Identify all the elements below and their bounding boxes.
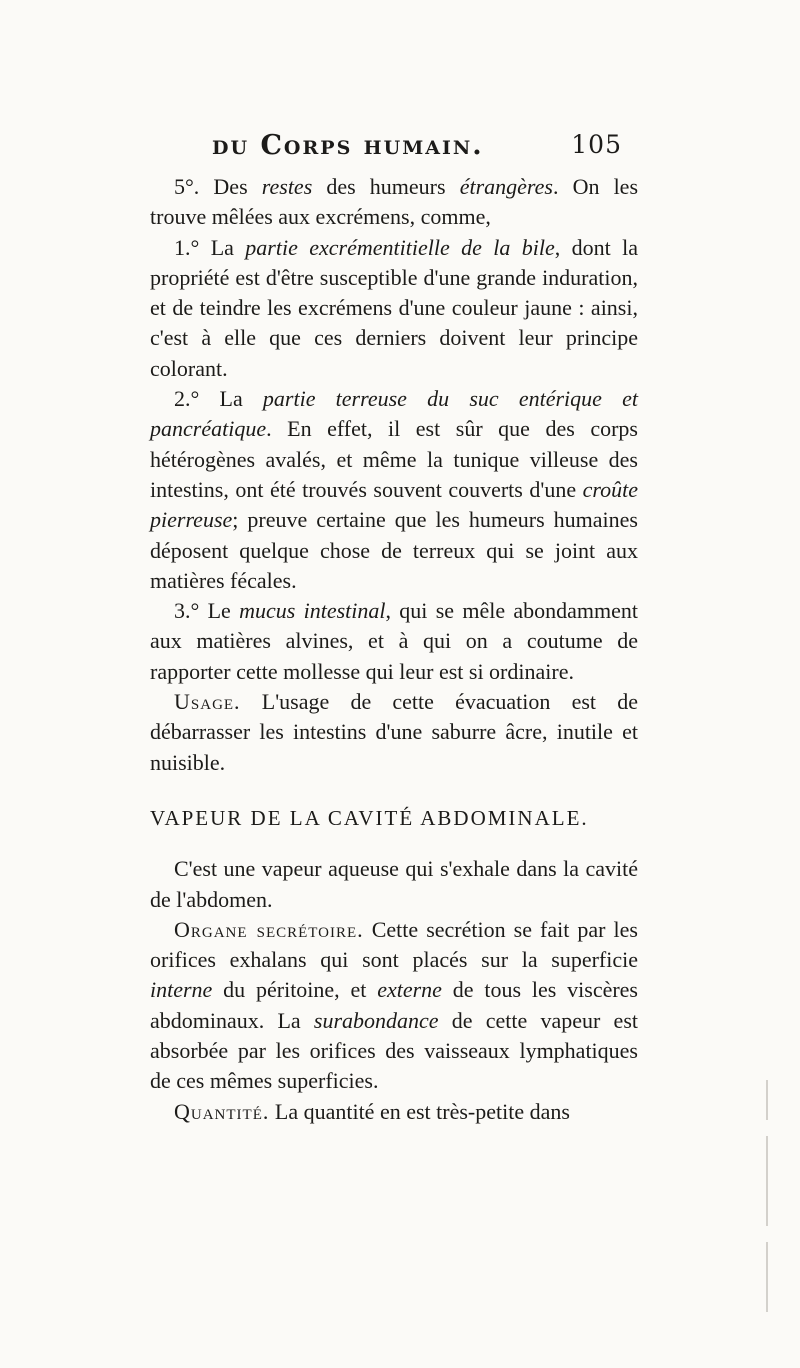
item-number: 2.°: [174, 386, 200, 412]
run-in-heading: Usage.: [174, 689, 241, 715]
text-run: Cette secrétion se fait par les orifices exhalans qui sont placés sur la superficie: [150, 916, 638, 973]
italic-term: surabondance: [313, 1007, 439, 1033]
text-run: des humeurs: [312, 174, 460, 199]
paragraph-mucus: [150, 596, 638, 687]
running-title: du Corps humain.: [212, 130, 484, 161]
paragraph-vapeur: [150, 854, 638, 915]
italic-term: mucus intestinal: [239, 598, 386, 624]
text-run: de tous les viscères abdominaux. La: [150, 977, 638, 1033]
item-number: 1.°: [174, 234, 200, 260]
text-run: L'usage de cette évacuation est de débarrasser les intestins d'une saburre âcre, inutile et nuisible.: [150, 689, 638, 775]
text-run: , qui se mêle abondamment aux matières alvines, et à qui on a coutume de rapporter cette mollesse qui leur est si ordinaire.: [150, 598, 639, 684]
text-run: La: [199, 234, 246, 260]
item-number: 3.°: [174, 598, 200, 624]
text-run: . On les trouve mêlées aux excrémens, comme,: [150, 174, 639, 230]
text-run: ; preuve certaine que les humeurs humaines déposent quelque chose de terreux qui se joint aux matières fécales.: [150, 507, 638, 593]
page-number: 105: [571, 130, 622, 159]
paragraph-bile: [150, 233, 638, 384]
paragraph-terreuse: [150, 384, 638, 596]
italic-term: interne: [150, 977, 213, 1003]
page-header: [212, 130, 622, 170]
text-run: La: [199, 386, 263, 412]
italic-term: restes: [261, 174, 313, 199]
text-run: . En effet, il est sûr que des corps hétérogènes avalés, et même la tunique villeuse des intestins, ont été trouvés souvent couverts d'une: [150, 416, 638, 502]
text-run: C'est une vapeur aqueuse qui s'exhale dans la cavité de l'abdomen.: [150, 856, 638, 912]
paragraph-restes: [150, 172, 638, 233]
text-run: , dont la propriété est d'être susceptible d'une grande induration, et de teindre les excrémens d'une couleur jaune : ainsi, c'est à elle que ces derniers doivent leur principe colorant.: [150, 234, 638, 381]
body-text: [150, 172, 638, 1127]
paragraph-organe: [150, 915, 638, 1097]
paragraph-usage: [150, 687, 638, 778]
italic-term: externe: [377, 977, 442, 1003]
italic-term: partie terreuse du suc entérique et pancréatique: [150, 386, 639, 442]
italic-term: croûte pierreuse: [150, 476, 638, 533]
run-in-heading: Organe secrétoire.: [174, 916, 364, 942]
text-run: Des: [199, 174, 262, 199]
text-run: de cette vapeur est absorbée par les orifices des vaisseaux lymphatiques de ces mêmes superficies.: [150, 1007, 638, 1094]
text-run: La quantité en est très-petite dans: [269, 1098, 570, 1124]
italic-term: étrangères: [459, 174, 553, 199]
run-in-heading: Quantité.: [174, 1098, 270, 1124]
italic-term: partie excrémentitielle de la bile: [245, 234, 555, 260]
page-edge-shadow: [762, 1080, 772, 1360]
paragraph-quantite: [150, 1097, 638, 1127]
text-run: du péritoine, et: [212, 977, 378, 1003]
text-run: Le: [199, 598, 240, 624]
item-number: 5°.: [174, 174, 200, 199]
section-title: VAPEUR DE LA CAVITÉ ABDOMINALE.: [150, 805, 589, 830]
